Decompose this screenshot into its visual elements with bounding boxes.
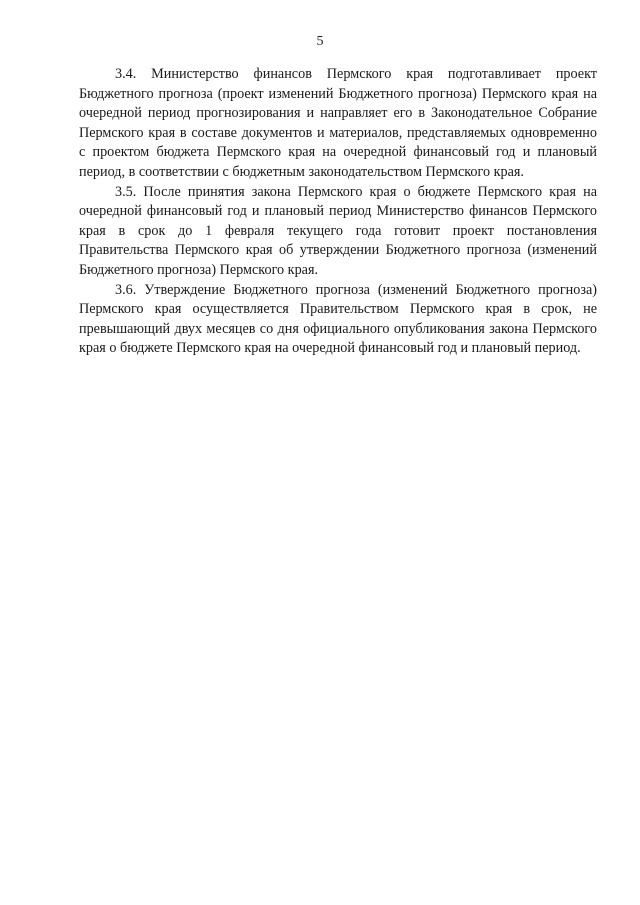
paragraph-3-4: 3.4. Министерство финансов Пермского края подготавливает проект Бюджетного прогноза (проект изменений Бюджетного прогноза) Пермского края на очередной период прогнозирования и направляет его в Законодательное Собрание Пермского края в составе документов и материалов, представляемых одновременно с проектом бюджета Пермского края на очередной финансовый год и плановый период, в соответствии с бюджетным законодательством Пермского края. bbox=[79, 66, 597, 180]
page-number: 5 bbox=[316, 34, 324, 49]
document-body bbox=[79, 65, 597, 359]
paragraph-3-6: 3.6. Утверждение Бюджетного прогноза (изменений Бюджетного прогноза) Пермского края осуществляется Правительством Пермского края в срок, не превышающий двух месяцев со дня официального опубликования закона Пермского края о бюджете Пермского края на очередной финансовый год и плановый период. bbox=[79, 281, 597, 357]
paragraph-3-5: 3.5. После принятия закона Пермского края о бюджете Пермского края на очередной финансовый год и плановый период Министерство финансов Пермского края в срок до 1 февраля текущего года готовит проект постановления Правительства Пермского края об утверждении Бюджетного прогноза (изменений Бюджетного прогноза) Пермского края. bbox=[79, 183, 597, 278]
